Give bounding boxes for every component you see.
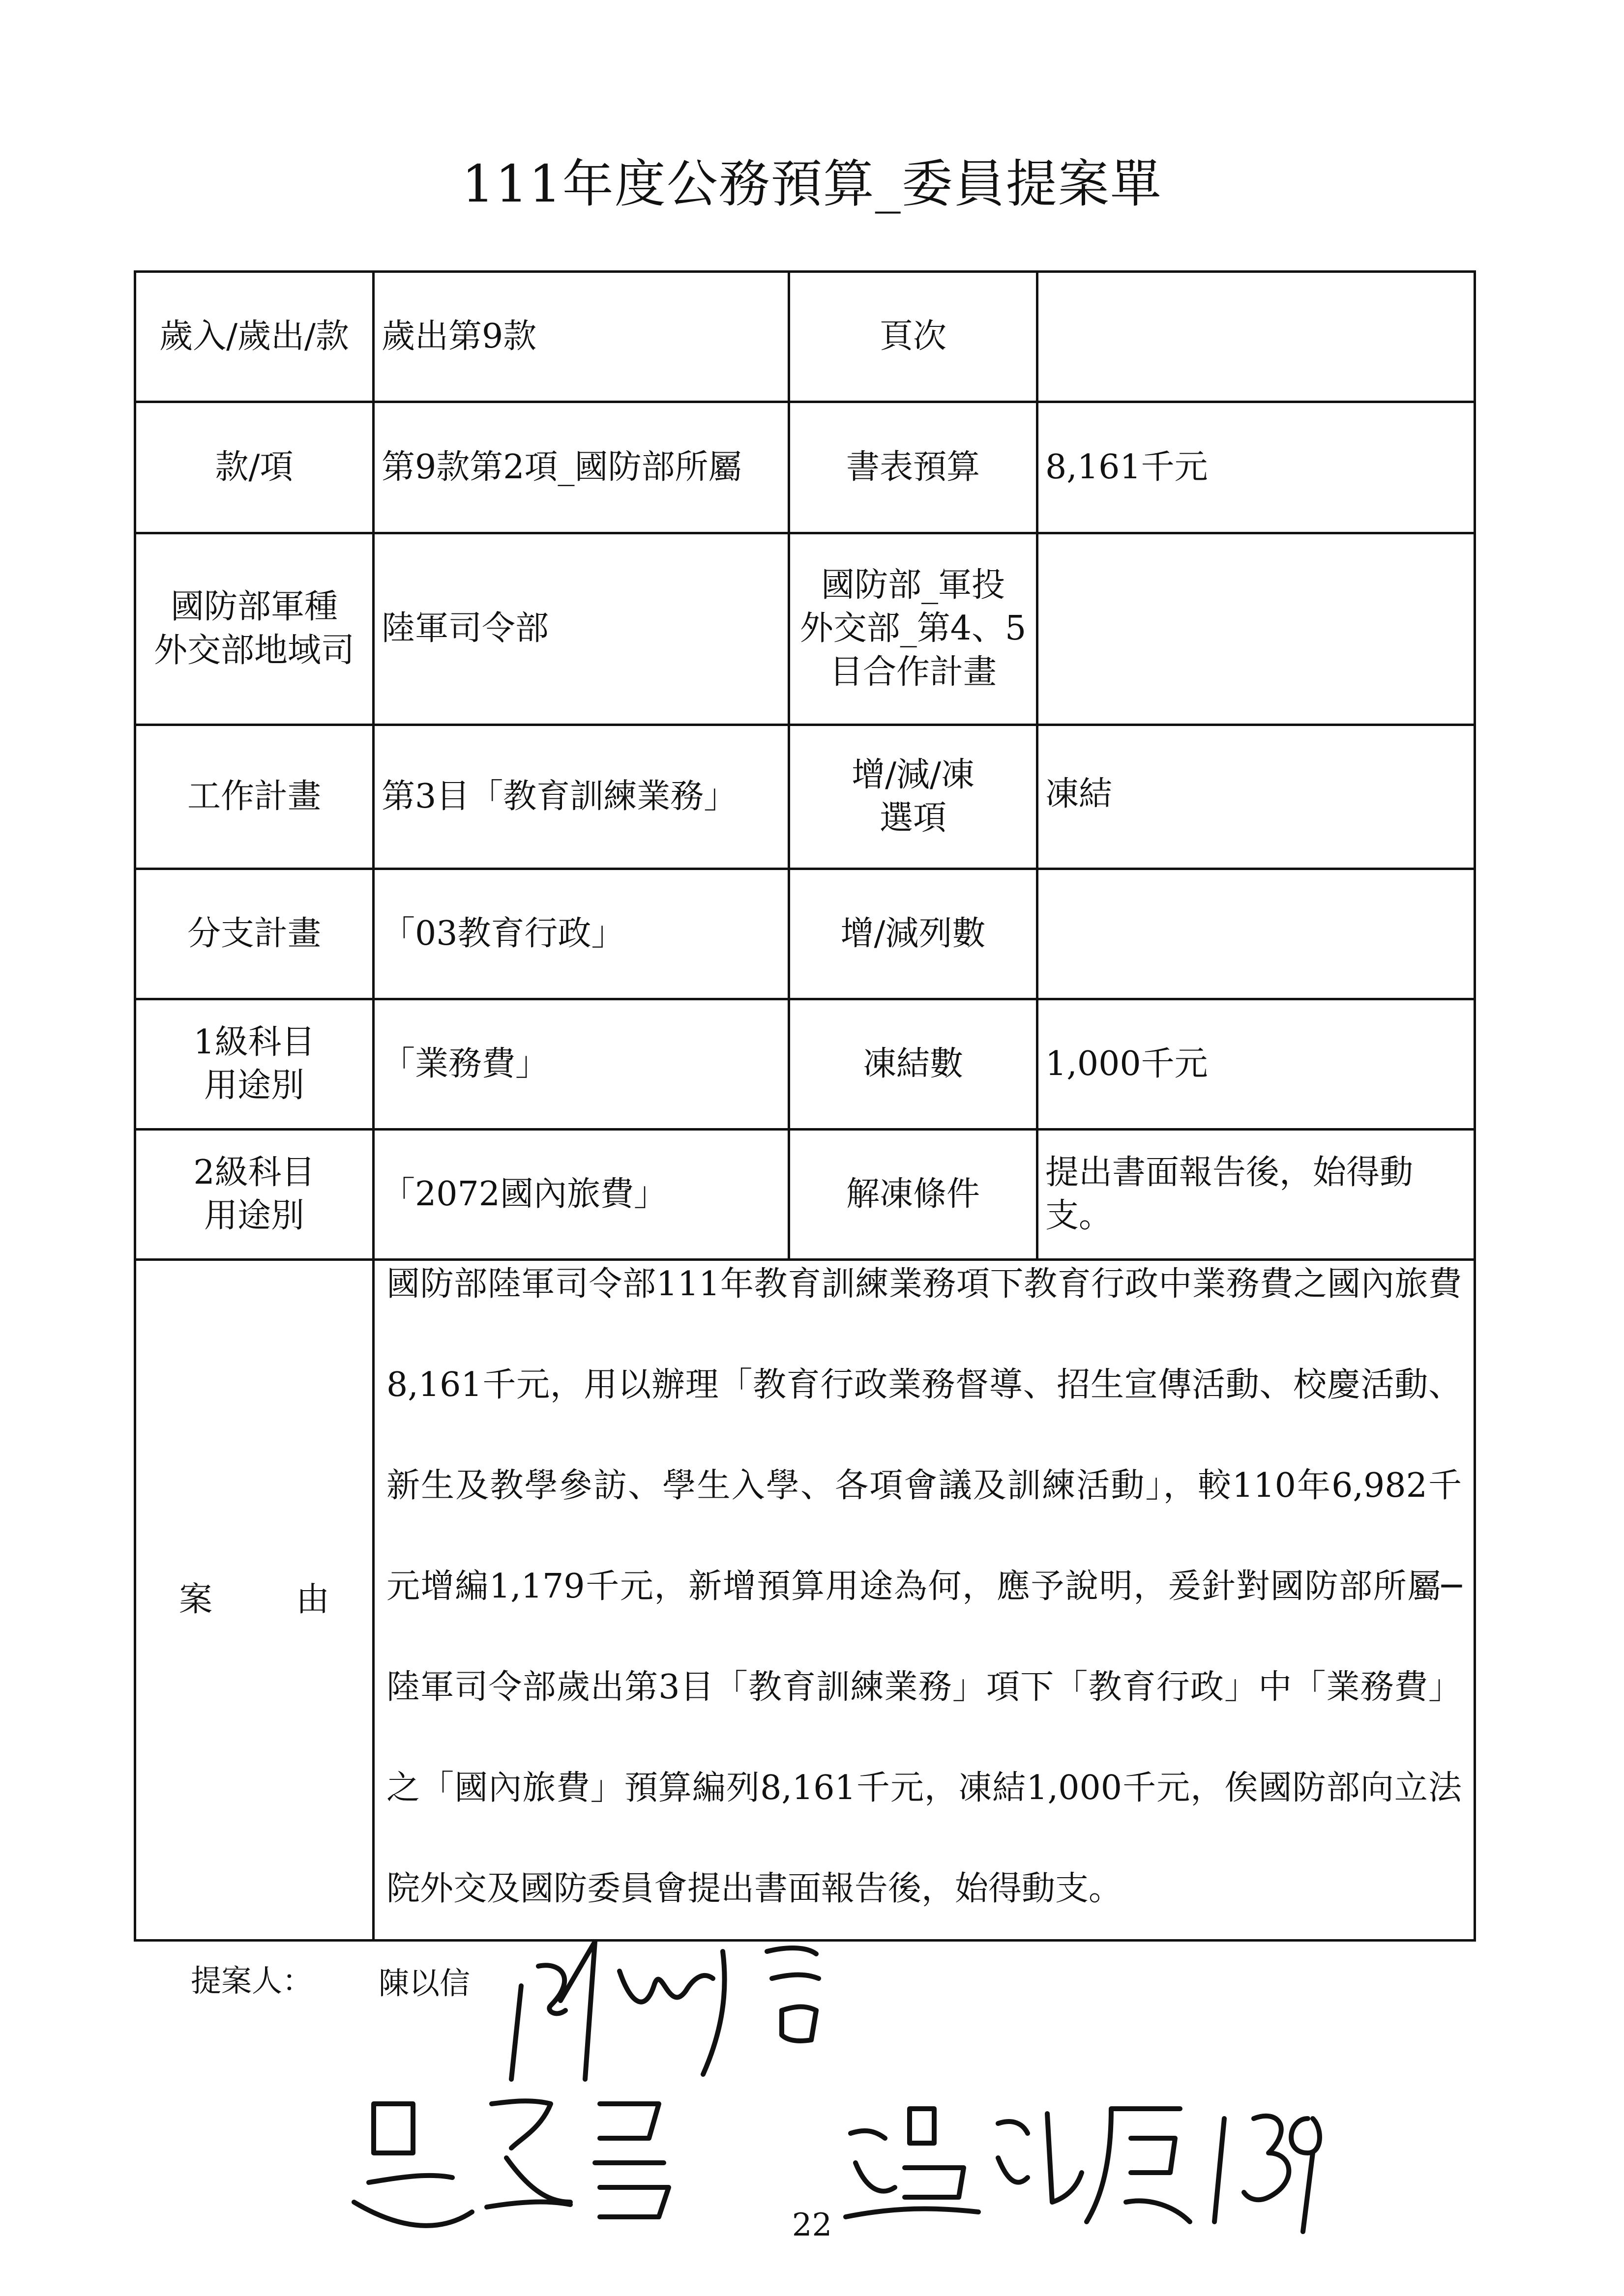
label-revenue-expense-section: 歲入/歲出/款 <box>135 272 374 402</box>
value-statement-budget: 8,161千元 <box>1037 402 1475 533</box>
label-page-number: 頁次 <box>789 272 1037 402</box>
value-level1-subject: 「業務費」 <box>374 999 789 1130</box>
label-military-investment-line3: 目合作計畫 <box>829 652 997 692</box>
label-level1-subject-line2: 用途別 <box>204 1066 304 1105</box>
label-level1-subject-line1: 1級科目 <box>193 1022 315 1062</box>
value-level2-subject: 「2072國內旅費」 <box>374 1130 789 1260</box>
table-row <box>135 272 1475 402</box>
label-military-investment <box>789 533 1037 725</box>
reason-text-cell <box>374 1260 1475 1941</box>
proposer-name: 陳以信 <box>379 1965 471 2001</box>
label-reason <box>135 1260 374 1941</box>
table-row <box>135 999 1475 1130</box>
value-branch-plan: 「03教育行政」 <box>374 869 789 999</box>
label-military-investment-line2: 外交部_第4、5 <box>799 609 1027 648</box>
label-level2-subject-line2: 用途別 <box>204 1196 304 1235</box>
value-frozen-amount: 1,000千元 <box>1037 999 1475 1130</box>
label-level1-subject <box>135 999 374 1130</box>
proposal-form-table <box>134 270 1476 1942</box>
form-title: 111年度公務預算_委員提案單 <box>462 154 1162 214</box>
label-service-branch-line2: 外交部地域司 <box>153 631 354 670</box>
label-adjust-option-line2: 選項 <box>879 799 946 838</box>
table-row <box>135 725 1475 869</box>
table-row <box>135 533 1475 725</box>
label-unfreeze-condition: 解凍條件 <box>789 1130 1037 1260</box>
label-section-item: 款/項 <box>135 402 374 533</box>
value-revenue-expense-section: 歲出第9款 <box>374 272 789 402</box>
page-number: 22 <box>792 2207 832 2243</box>
label-frozen-amount: 凍結數 <box>789 999 1037 1130</box>
label-service-branch <box>135 533 374 725</box>
proposer-label: 提案人： <box>191 1963 313 1999</box>
label-military-investment-line1: 國防部_軍投 <box>821 565 1005 605</box>
value-service-branch: 陸軍司令部 <box>374 533 789 725</box>
label-adjust-option-line1: 增/減/凍 <box>852 755 974 794</box>
label-level2-subject <box>135 1130 374 1260</box>
value-military-investment <box>1037 533 1475 725</box>
value-unfreeze-condition: 提出書面報告後，始得動支。 <box>1037 1130 1475 1260</box>
value-adjust-option: 凍結 <box>1037 725 1475 869</box>
label-adjust-amount: 增/減列數 <box>789 869 1037 999</box>
label-level2-subject-line1: 2級科目 <box>193 1153 315 1192</box>
label-work-plan: 工作計畫 <box>135 725 374 869</box>
table-row <box>135 1260 1475 1941</box>
value-work-plan: 第3目「教育訓練業務」 <box>374 725 789 869</box>
label-statement-budget: 書表預算 <box>789 402 1037 533</box>
label-service-branch-line1: 國防部軍種 <box>170 587 338 627</box>
value-adjust-amount <box>1037 869 1475 999</box>
table-row <box>135 869 1475 999</box>
value-page-number <box>1037 272 1475 402</box>
label-adjust-option <box>789 725 1037 869</box>
label-branch-plan: 分支計畫 <box>135 869 374 999</box>
label-reason-right: 由 <box>296 1580 330 1619</box>
label-reason-left: 案 <box>178 1580 212 1619</box>
reason-text: 國防部陸軍司令部111年教育訓練業務項下教育行政中業務費之國內旅費8,161千元，用以辦理「教育行政業務督導、招生宣傳活動、校慶活動、新生及教學參訪、學生入學、各項會議及訓練活動」，較110年6,982千元增編1,179千元，新增預算用途為何，應予說明，爰針對國防部所屬─陸軍司令部歲出第3目「教育訓練業務」項下「教育行政」中「業務費」之「國內旅費」預算編列8,161千元，凍結1,000千元，俟國防部向立法院外交及國防委員會提出書面報告後，始得動支。 <box>386 1265 1462 1908</box>
value-section-item: 第9款第2項_國防部所屬 <box>374 402 789 533</box>
table-row <box>135 402 1475 533</box>
signature-chen-yi-hsin <box>492 1932 865 2084</box>
